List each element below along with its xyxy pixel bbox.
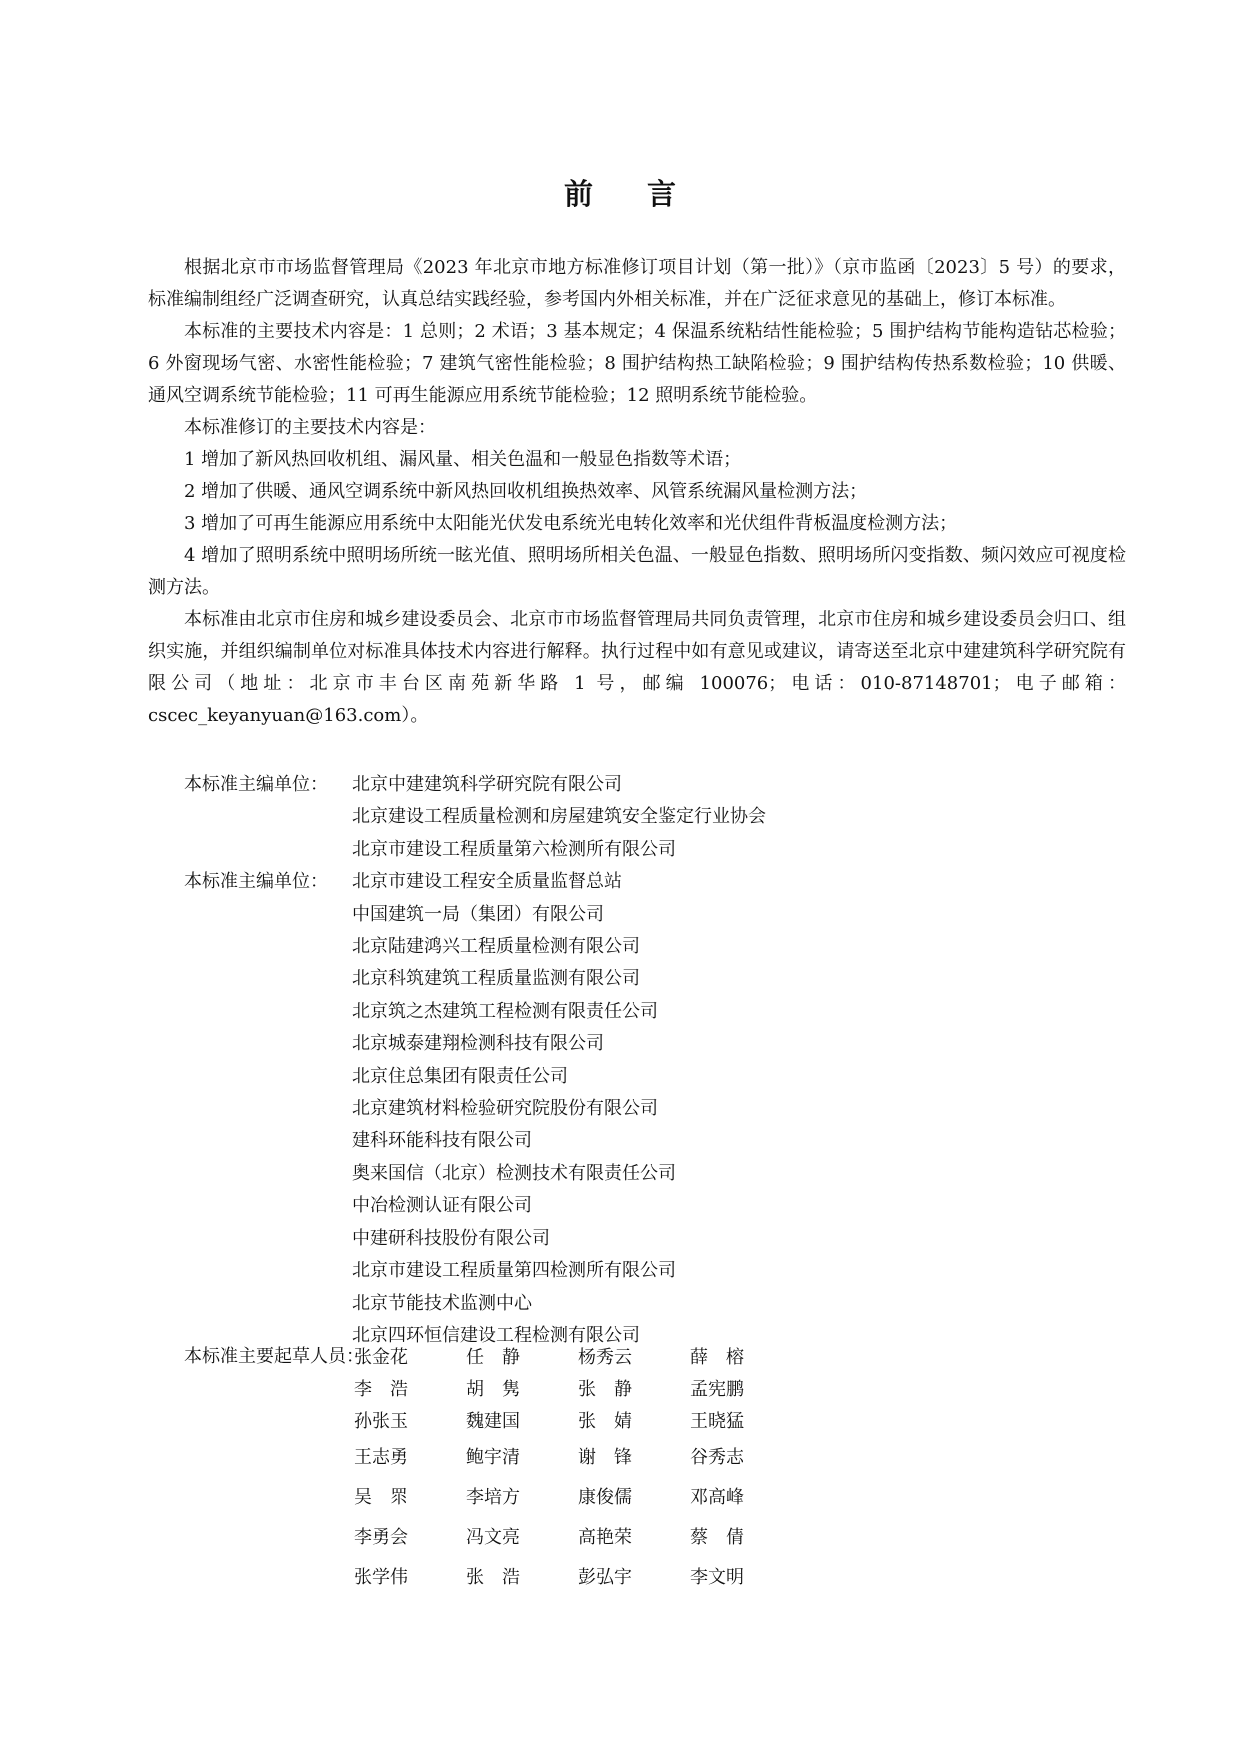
participant-unit: 中冶检测认证有限公司 bbox=[352, 1195, 532, 1217]
paragraph-revision-intro: 本标准修订的主要技术内容是： bbox=[184, 417, 436, 438]
drafter-name: 鲍宇清 bbox=[466, 1447, 520, 1468]
drafter-name: 杨秀云 bbox=[578, 1347, 632, 1368]
participant-list bbox=[352, 866, 676, 1352]
drafter-name: 邓高峰 bbox=[690, 1487, 744, 1508]
participant-unit: 北京市建设工程安全质量监督总站 bbox=[352, 871, 622, 893]
participant-label: 本标准主编单位： bbox=[184, 871, 328, 893]
drafter-name: 张 婧 bbox=[578, 1411, 632, 1432]
chief-editor-label: 本标准主编单位： bbox=[184, 774, 328, 795]
revision-item-3: 3 增加了可再生能源应用系统中太阳能光伏发电系统光电转化效率和光伏组件背板温度检测方法； bbox=[184, 513, 958, 534]
preface-body bbox=[148, 252, 1126, 732]
drafter-name: 任 静 bbox=[466, 1347, 520, 1368]
drafter-name: 冯文亮 bbox=[466, 1527, 520, 1548]
drafter-row bbox=[354, 1558, 802, 1598]
drafter-name: 李勇会 bbox=[354, 1527, 408, 1548]
chief-editor-unit: 北京中建建筑科学研究院有限公司 bbox=[352, 774, 622, 795]
drafter-row bbox=[354, 1342, 802, 1374]
drafter-row bbox=[354, 1438, 802, 1478]
drafter-row bbox=[354, 1406, 802, 1438]
chief-editor-unit: 北京市建设工程质量第六检测所有限公司 bbox=[352, 838, 676, 860]
revision-item-2: 2 增加了供暖、通风空调系统中新风热回收机组换热效率、风管系统漏风量检测方法； bbox=[184, 481, 868, 502]
participant-unit: 北京科筑建筑工程质量监测有限公司 bbox=[352, 968, 640, 990]
participant-unit: 北京筑之杰建筑工程检测有限责任公司 bbox=[352, 1000, 658, 1022]
drafter-name: 吴 眔 bbox=[354, 1487, 408, 1508]
participant-unit: 北京市建设工程质量第四检测所有限公司 bbox=[352, 1260, 676, 1282]
drafter-row bbox=[354, 1518, 802, 1558]
participant-unit: 北京节能技术监测中心 bbox=[352, 1292, 532, 1314]
drafters-label: 本标准主要起草人员： bbox=[184, 1346, 364, 1367]
paragraph-main-content: 本标准的主要技术内容是：1 总则；2 术语；3 基本规定；4 保温系统粘结性能检验；5 围护结构节能构造钻芯检验；6 外窗现场气密、水密性能检验；7 建筑气密性能检验；8 围护结构热工缺陷检验；9 围护结构传热系数检验；10 供暖、通风空调系统节能检验；11 可再生能源应用系统节能检验；12 照明系统节能检验。 bbox=[148, 321, 1126, 406]
participant-unit: 北京建筑材料检验研究院股份有限公司 bbox=[352, 1098, 658, 1120]
drafter-name: 薛 榕 bbox=[690, 1347, 744, 1368]
drafter-name: 王晓猛 bbox=[690, 1411, 744, 1432]
drafter-name: 孟宪鹏 bbox=[690, 1379, 744, 1400]
participant-unit: 北京城泰建翔检测科技有限公司 bbox=[352, 1033, 604, 1055]
participant-unit: 建科环能科技有限公司 bbox=[352, 1130, 532, 1152]
drafter-name: 李文明 bbox=[690, 1567, 744, 1588]
revision-item-4: 4 增加了照明系统中照明场所统一眩光值、照明场所相关色温、一般显色指数、照明场所闪变指数、频闪效应可视度检测方法。 bbox=[148, 545, 1126, 598]
participant-unit: 奥来国信（北京）检测技术有限责任公司 bbox=[352, 1162, 676, 1184]
drafter-name: 王志勇 bbox=[354, 1447, 408, 1468]
paragraph-basis: 根据北京市市场监督管理局《2023 年北京市地方标准修订项目计划（第一批）》（京市监函〔2023〕5 号）的要求，标准编制组经广泛调查研究，认真总结实践经验，参考国内外相关标准，并在广泛征求意见的基础上，修订本标准。 bbox=[148, 257, 1126, 310]
page-title: 前 言 bbox=[563, 177, 699, 211]
drafter-name: 李 浩 bbox=[354, 1379, 408, 1400]
drafter-name: 魏建国 bbox=[466, 1411, 520, 1432]
drafter-name: 高艳荣 bbox=[578, 1527, 632, 1548]
participant-unit: 北京陆建鸿兴工程质量检测有限公司 bbox=[352, 936, 640, 958]
drafter-name: 谷秀志 bbox=[690, 1447, 744, 1468]
drafter-name: 蔡 倩 bbox=[690, 1527, 744, 1548]
participant-unit: 中建研科技股份有限公司 bbox=[352, 1227, 550, 1249]
chief-editor-list bbox=[352, 769, 766, 866]
drafter-name: 李培方 bbox=[466, 1487, 520, 1508]
drafter-row bbox=[354, 1374, 802, 1406]
chief-editor-unit: 北京建设工程质量检测和房屋建筑安全鉴定行业协会 bbox=[352, 806, 766, 828]
paragraph-management: 本标准由北京市住房和城乡建设委员会、北京市市场监督管理局共同负责管理，北京市住房和城乡建设委员会归口、组织实施，并组织编制单位对标准具体技术内容进行解释。执行过程中如有意见或建议，请寄送至北京中建建筑科学研究院有限公司（地址：北京市丰台区南苑新华路 1 号，邮编 100076；电话：010-87148701；电子邮箱：cscec_keyanyuan@163.com）。 bbox=[148, 609, 1126, 726]
drafter-name: 孙张玉 bbox=[354, 1411, 408, 1432]
drafter-name: 张 浩 bbox=[466, 1567, 520, 1588]
participant-unit: 北京住总集团有限责任公司 bbox=[352, 1065, 568, 1087]
drafter-name: 胡 隽 bbox=[466, 1379, 520, 1400]
drafter-row bbox=[354, 1478, 802, 1518]
drafter-name: 张学伟 bbox=[354, 1567, 408, 1588]
revision-item-1: 1 增加了新风热回收机组、漏风量、相关色温和一般显色指数等术语； bbox=[184, 449, 742, 470]
drafter-name: 谢 锋 bbox=[578, 1447, 632, 1468]
participant-unit: 中国建筑一局（集团）有限公司 bbox=[352, 903, 604, 925]
organizations bbox=[148, 769, 766, 1352]
participant-units bbox=[148, 866, 766, 1352]
drafters-grid bbox=[354, 1342, 802, 1598]
drafter-name: 张 静 bbox=[578, 1379, 632, 1400]
participant-unit: 北京四环恒信建设工程检测有限公司 bbox=[352, 1324, 640, 1346]
drafter-name: 张金花 bbox=[354, 1347, 408, 1368]
drafter-name: 彭弘宇 bbox=[578, 1567, 632, 1588]
chief-editor-units bbox=[148, 769, 766, 866]
drafter-name: 康俊儒 bbox=[578, 1487, 632, 1508]
